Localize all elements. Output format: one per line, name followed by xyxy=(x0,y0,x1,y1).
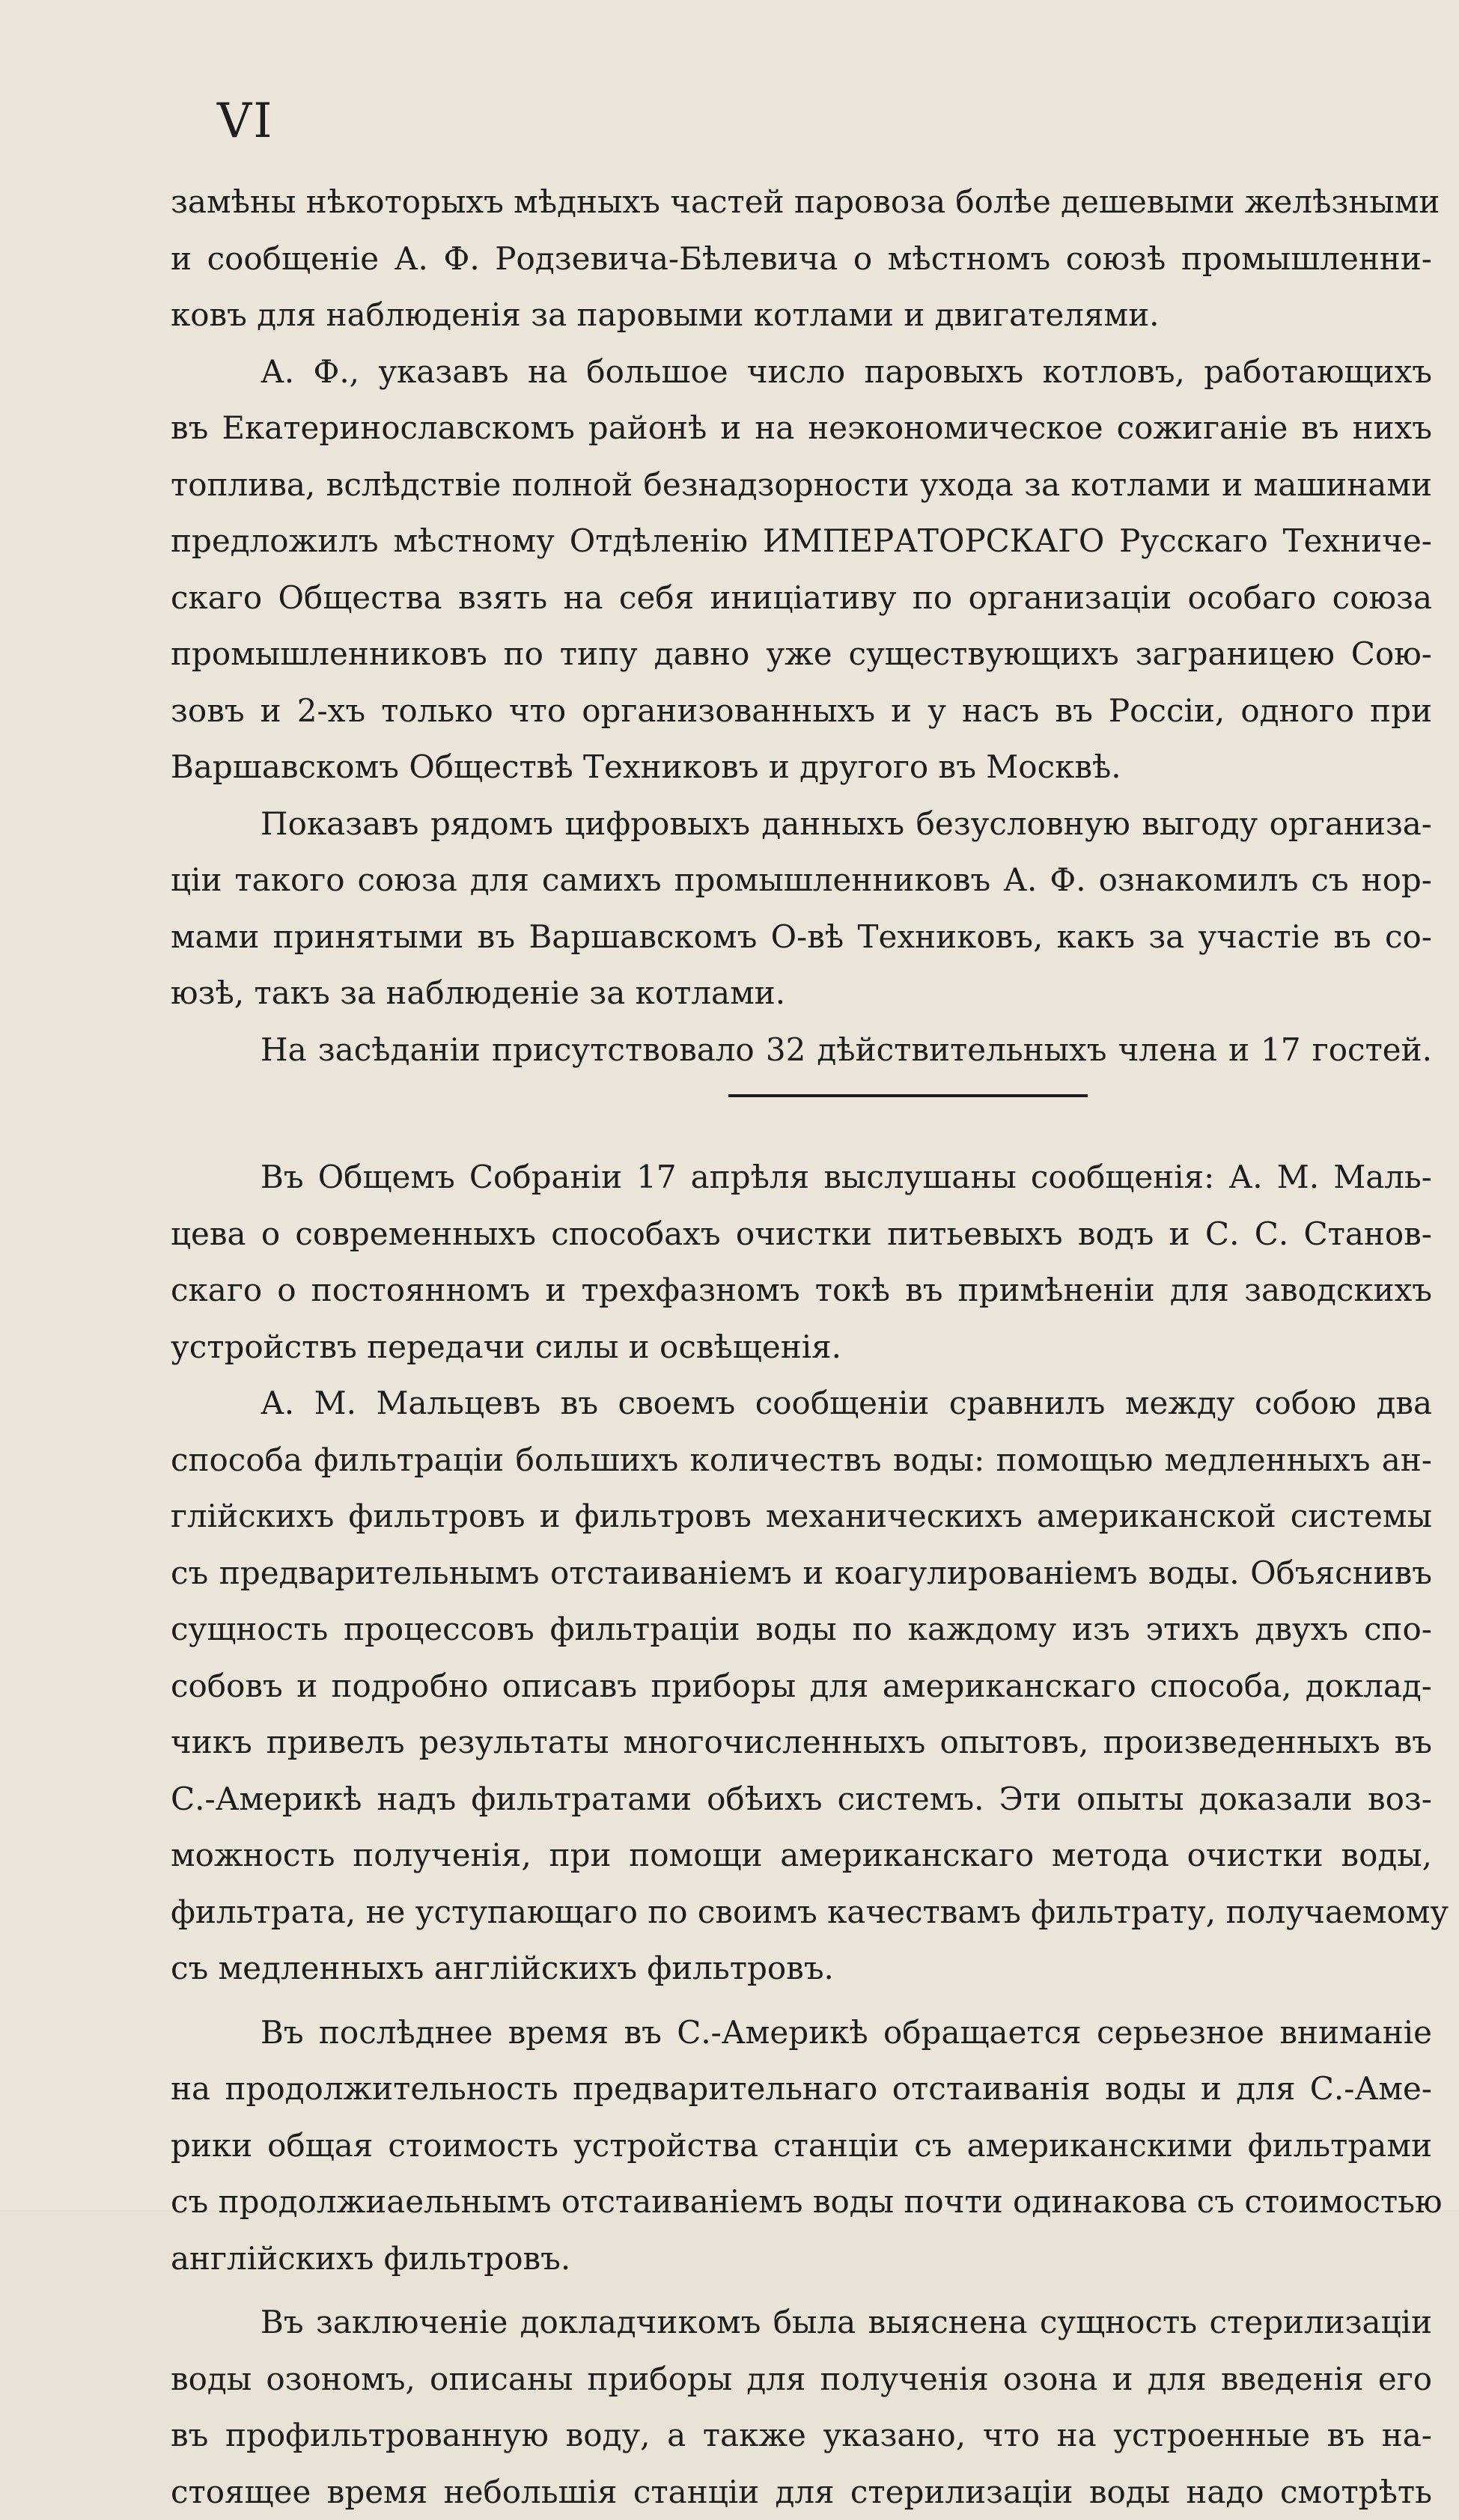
text-line: устройствъ передачи силы и освѣщенія. xyxy=(171,1319,1432,1376)
text-line: скаго о постоянномъ и трехфазномъ токѣ въ примѣненіи для заводскихъ xyxy=(171,1262,1432,1319)
page-number: VI xyxy=(217,94,274,149)
text-line: А. Ф., указавъ на большое число паровыхъ котловъ, работающихъ xyxy=(171,344,1432,400)
text-line: въ Екатеринославскомъ районѣ и на неэкономическое сожиганіе въ нихъ xyxy=(171,400,1432,457)
text-line: въ профильтрованную воду, а также указано, что на устроенные въ на- xyxy=(171,2407,1432,2464)
text-line: на продолжительность предварительнаго отстаиванія воды и для С.-Аме- xyxy=(171,2060,1432,2117)
body-text xyxy=(171,174,1432,2520)
text-line: скаго Общества взять на себя иниціативу по организаціи особаго союза xyxy=(171,570,1432,626)
text-line: А. М. Мальцевъ въ своемъ сообщеніи сравнилъ между собою два xyxy=(171,1375,1432,1432)
text-line: цева о современныхъ способахъ очистки питьевыхъ водъ и С. С. Станов- xyxy=(171,1206,1432,1263)
text-line: топлива, вслѣдствіе полной безнадзорности ухода за котлами и машинами xyxy=(171,457,1432,513)
text-line: юзѣ, такъ за наблюденіе за котлами. xyxy=(171,965,1432,1022)
text-line: С.-Америкѣ надъ фильтратами обѣихъ системъ. Эти опыты доказали воз- xyxy=(171,1771,1432,1828)
text-line: способа фильтраціи большихъ количествъ воды: помощью медленныхъ ан- xyxy=(171,1432,1432,1489)
text-line: Въ заключеніе докладчикомъ была выяснена сущность стерилизаціи xyxy=(171,2294,1432,2351)
text-line: фильтрата, не уступающаго по своимъ качествамъ фильтрату, получаемому xyxy=(171,1884,1432,1941)
text-line: воды озономъ, описаны приборы для полученія озона и для введенія его xyxy=(171,2351,1432,2408)
text-line: замѣны нѣкоторыхъ мѣдныхъ частей паровоза болѣе дешевыми желѣзными xyxy=(171,174,1432,231)
text-line: Варшавскомъ Обществѣ Техниковъ и другого въ Москвѣ. xyxy=(171,739,1432,796)
text-line: глійскихъ фильтровъ и фильтровъ механическихъ американской системы xyxy=(171,1488,1432,1545)
text-line: предложилъ мѣстному Отдѣленію ИМПЕРАТОРСКАГО Русскаго Техниче- xyxy=(171,513,1432,570)
text-line: сущность процессовъ фильтраціи воды по каждому изъ этихъ двухъ спо- xyxy=(171,1601,1432,1658)
text-line: можность полученія, при помощи американскаго метода очистки воды, xyxy=(171,1827,1432,1884)
text-line: Показавъ рядомъ цифровыхъ данныхъ безусловную выгоду организа- xyxy=(171,796,1432,852)
text-line: ковъ для наблюденія за паровыми котлами и двигателями. xyxy=(171,287,1432,344)
text-line: съ продолжиаельнымъ отстаиваніемъ воды почти одинакова съ стоимостью xyxy=(171,2173,1432,2230)
text-line: Въ послѣднее время въ С.-Америкѣ обращается серьезное вниманіе xyxy=(171,2004,1432,2061)
text-line: Въ Общемъ Собраніи 17 апрѣля выслушаны сообщенія: А. М. Маль- xyxy=(171,1149,1432,1206)
text-line: рики общая стоимость устройства станціи съ американскими фильтрами xyxy=(171,2117,1432,2174)
text-line: чикъ привелъ результаты многочисленныхъ опытовъ, произведенныхъ въ xyxy=(171,1714,1432,1771)
text-line: англійскихъ фильтровъ. xyxy=(171,2230,1432,2287)
text-line: собовъ и подробно описавъ приборы для американскаго способа, доклад- xyxy=(171,1658,1432,1715)
section-divider xyxy=(171,1078,1432,1149)
text-line: и сообщеніе А. Ф. Родзевича-Бѣлевича о мѣстномъ союзѣ промышленни- xyxy=(171,231,1432,287)
text-line: промышленниковъ по типу давно уже существующихъ заграницею Сою- xyxy=(171,626,1432,683)
text-line: стоящее время небольшія станціи для стерилизаціи воды надо смотрѣть xyxy=(171,2464,1432,2520)
text-line: съ предварительнымъ отстаиваніемъ и коагулированіемъ воды. Объяснивъ xyxy=(171,1545,1432,1602)
text-line: зовъ и 2-хъ только что организованныхъ и у насъ въ Россіи, одного при xyxy=(171,683,1432,739)
text-line: ціи такого союза для самихъ промышленниковъ А. Ф. ознакомилъ съ нор- xyxy=(171,852,1432,909)
text-line: мами принятыми въ Варшавскомъ О-вѣ Техниковъ, какъ за участіе въ со- xyxy=(171,909,1432,965)
text-line: На засѣданіи присутствовало 32 дѣйствительныхъ члена и 17 гостей. xyxy=(171,1022,1432,1079)
text-line: съ медленныхъ англійскихъ фильтровъ. xyxy=(171,1940,1432,1997)
